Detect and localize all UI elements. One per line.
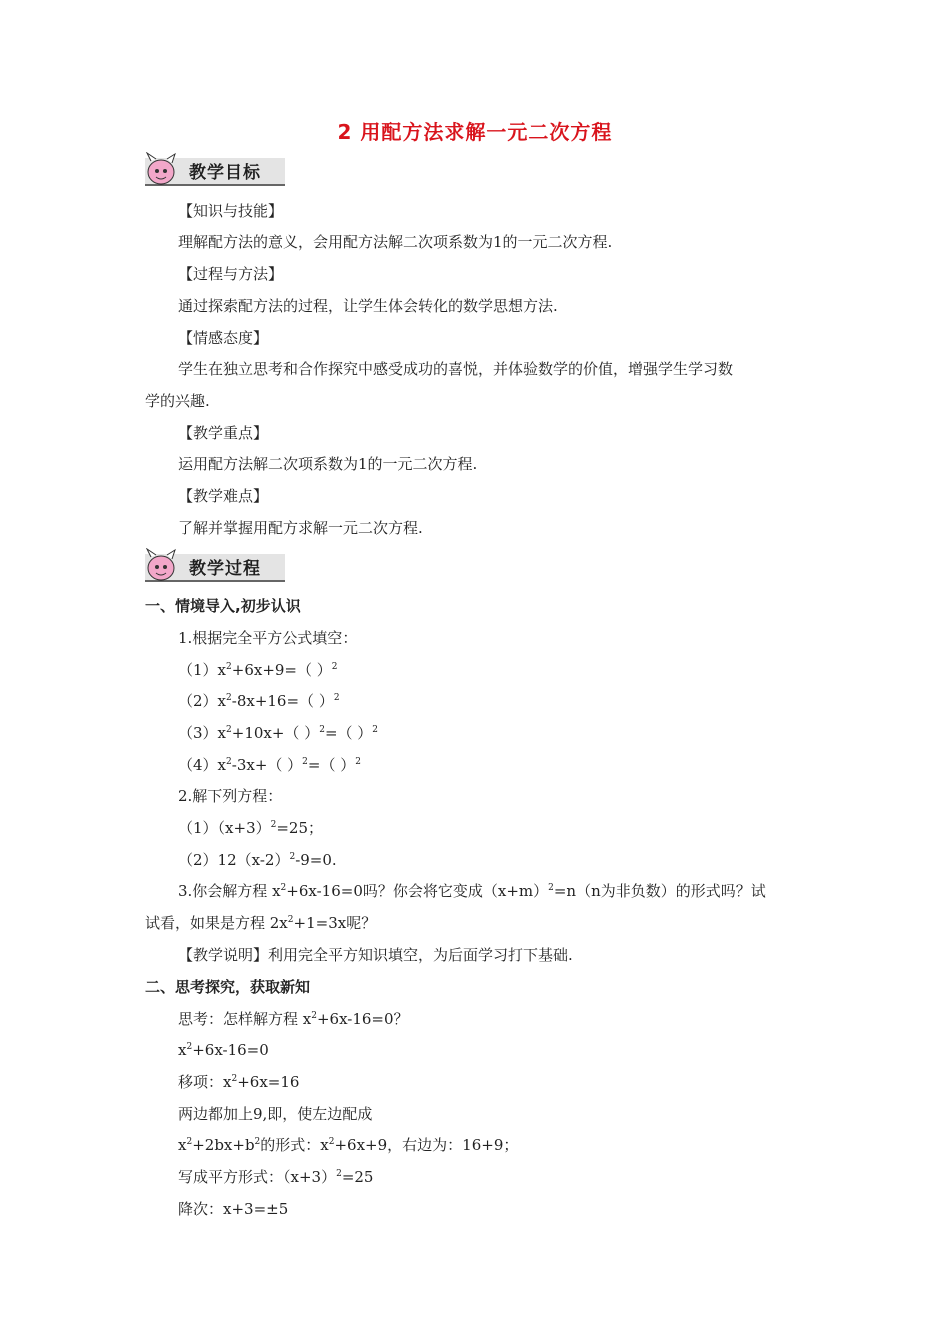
part2-heading: 二、思考探究，获取新知 [145,978,311,996]
knowledge-text: 理解配方法的意义，会用配方法解二次项系数为1的一元二次方程. [178,233,613,251]
difficulty-heading: 【教学难点】 [178,487,269,505]
page-title: 2 用配方法求解一元二次方程 [337,120,613,144]
attitude-text-cont: 学的兴趣. [145,392,210,410]
formula-4: $(4)x^2-3x+$（ ）$^2$=（ ）$^2$ [178,756,361,774]
step-reduce: 降次：x+3=±5 [178,1200,289,1218]
knowledge-heading: 【知识与技能】 [178,202,284,220]
step-add: 两边都加上9,即，使左边配成 [178,1105,373,1123]
formula-3: $(3)x^2+10x+$（ ）$^2$=（ ）$^2$ [178,724,379,742]
step-form: $x^2+2bx+b^2$的形式：$x^2+6x+9$，右边为：16+9； [178,1136,519,1154]
think-question: 思考：怎样解方程 $x^2+6x-16=0$？ [178,1010,409,1028]
equation-2: $(2)12(x-2)^2-9=0$. [178,851,337,869]
method-heading: 【过程与方法】 [178,265,284,283]
part1-heading: 一、情境导入,初步认识 [145,597,301,615]
banner-title: 教学目标 [189,163,261,183]
attitude-heading: 【情感态度】 [178,329,269,347]
key-text: 运用配方法解二次项系数为1的一元二次方程. [178,455,478,473]
section-banner-objectives [145,152,295,188]
step-move: 移项：$x^2+6x=16$ [178,1073,300,1091]
equation-1: $(1)(x+3)^2=25$； [178,819,324,837]
key-heading: 【教学重点】 [178,424,269,442]
step-equation: $x^2+6x-16=0$ [178,1041,269,1059]
question-2: 2.解下列方程： [178,787,283,805]
question-3-cont: 试看，如果是方程 $2x^2+1=3x$呢？ [145,914,377,932]
formula-1: $(1)x^2+6x+9=$（ ）$^2$ [178,661,338,679]
formula-2: $(2)x^2-8x+16=$（ ）$^2$ [178,692,340,710]
difficulty-text: 了解并掌握用配方求解一元二次方程. [178,519,423,537]
step-square: 写成平方形式：$(x+3)^2=25$ [178,1168,374,1186]
attitude-text: 学生在独立思考和合作探究中感受成功的喜悦，并体验数学的价值，增强学生学习数 [178,360,734,378]
question-1: 1.根据完全平方公式填空： [178,629,358,647]
method-text: 通过探索配方法的过程，让学生体会转化的数学思想方法. [178,297,558,315]
section-banner-process [145,548,295,584]
teaching-note: 【教学说明】利用完全平方知识填空，为后面学习打下基础. [178,946,573,964]
banner-title: 教学过程 [189,559,261,579]
question-3: 3.你会解方程 $x^2+6x-16=0$吗？你会将它变成$(x+m)^2=n(n$为非负数）的形式吗？试 [178,882,766,900]
